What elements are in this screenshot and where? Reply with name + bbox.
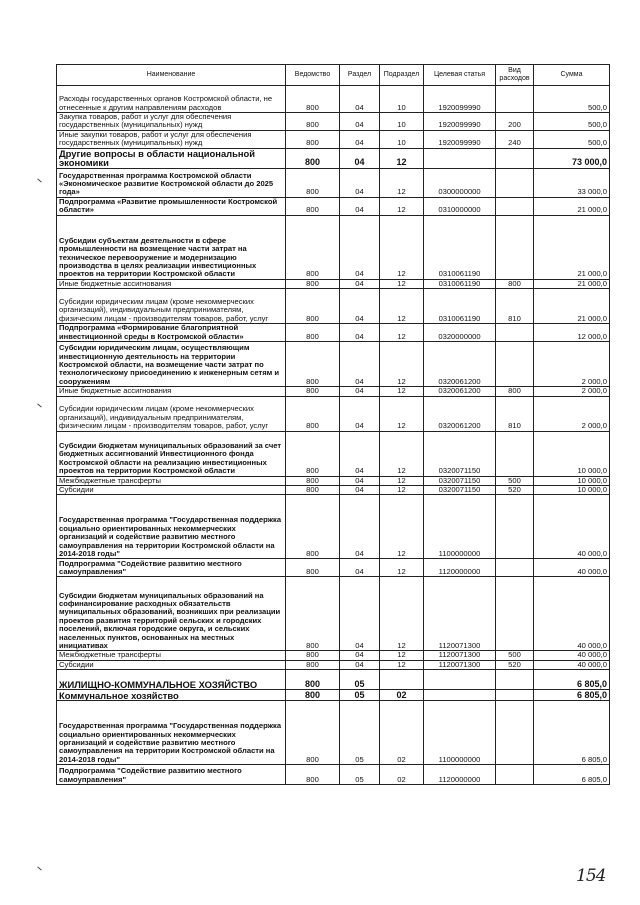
- header-department: Ведомство: [286, 65, 340, 86]
- cell-expense-type: [496, 559, 534, 577]
- cell-subsection: 12: [380, 495, 424, 559]
- cell-section: 04: [340, 660, 380, 669]
- cell-section: 04: [340, 342, 380, 387]
- cell-sum: 73 000,0: [534, 148, 610, 168]
- cell-target-article: 0310061190: [424, 215, 496, 279]
- cell-department: 800: [286, 387, 340, 396]
- cell-department: 800: [286, 342, 340, 387]
- cell-target-article: [424, 670, 496, 690]
- cell-department: 800: [286, 197, 340, 215]
- cell-name: Коммунальное хозяйство: [57, 690, 286, 701]
- cell-target-article: 0300000000: [424, 168, 496, 197]
- cell-subsection: 10: [380, 130, 424, 148]
- cell-sum: 21 000,0: [534, 197, 610, 215]
- cell-expense-type: 500: [496, 651, 534, 660]
- table-header-row: [57, 65, 610, 86]
- table-row: [57, 324, 610, 342]
- table-row: [57, 660, 610, 669]
- cell-department: 800: [286, 289, 340, 324]
- table-row: [57, 86, 610, 113]
- budget-table: [56, 64, 610, 785]
- table-row: [57, 197, 610, 215]
- cell-section: 04: [340, 86, 380, 113]
- cell-sum: 40 000,0: [534, 495, 610, 559]
- cell-department: 800: [286, 577, 340, 651]
- cell-sum: 33 000,0: [534, 168, 610, 197]
- cell-subsection: 10: [380, 113, 424, 131]
- cell-department: 800: [286, 690, 340, 701]
- cell-sum: 500,0: [534, 113, 610, 131]
- cell-department: 800: [286, 559, 340, 577]
- cell-target-article: 0310000000: [424, 197, 496, 215]
- cell-sum: 6 805,0: [534, 690, 610, 701]
- cell-section: 05: [340, 701, 380, 765]
- cell-target-article: 0310061190: [424, 279, 496, 288]
- cell-expense-type: [496, 168, 534, 197]
- margin-mark: [37, 867, 41, 871]
- cell-department: 800: [286, 431, 340, 476]
- cell-expense-type: [496, 670, 534, 690]
- cell-target-article: 1920099990: [424, 130, 496, 148]
- cell-section: 04: [340, 476, 380, 485]
- cell-sum: 21 000,0: [534, 279, 610, 288]
- cell-name: Субсидии бюджетам муниципальных образований на софинансирование расходных обязательств муниципальных образований, возникших при реализации проектов развития территорий сельских и городских поселений, включая городские округа, и сельских населенных пунктов, основанных на местных инициативах: [57, 577, 286, 651]
- cell-subsection: 12: [380, 168, 424, 197]
- cell-subsection: 10: [380, 86, 424, 113]
- cell-expense-type: 500: [496, 476, 534, 485]
- margin-mark: [37, 404, 41, 408]
- cell-target-article: 0310061190: [424, 289, 496, 324]
- cell-department: 800: [286, 396, 340, 431]
- cell-name: Подпрограмма "Содействие развитию местного самоуправления": [57, 765, 286, 785]
- table-row: [57, 431, 610, 476]
- cell-sum: 21 000,0: [534, 289, 610, 324]
- cell-expense-type: [496, 431, 534, 476]
- table-row: [57, 765, 610, 785]
- cell-expense-type: 800: [496, 387, 534, 396]
- cell-sum: 10 000,0: [534, 431, 610, 476]
- cell-target-article: 1120000000: [424, 559, 496, 577]
- cell-department: 800: [286, 765, 340, 785]
- cell-target-article: 1120071300: [424, 660, 496, 669]
- cell-name: Государственная программа "Государственная поддержка социально ориентированных некоммерческих организаций и содействие развитию местного самоуправления на территории Костромской области на 2014-2018 годы": [57, 701, 286, 765]
- cell-sum: 2 000,0: [534, 342, 610, 387]
- table-row: [57, 559, 610, 577]
- cell-department: 800: [286, 495, 340, 559]
- cell-section: 04: [340, 324, 380, 342]
- cell-sum: 2 000,0: [534, 387, 610, 396]
- cell-name: Иные бюджетные ассигнования: [57, 387, 286, 396]
- table-row: [57, 701, 610, 765]
- cell-subsection: 12: [380, 324, 424, 342]
- cell-target-article: 0320061200: [424, 342, 496, 387]
- cell-target-article: 1120000000: [424, 765, 496, 785]
- cell-department: 800: [286, 86, 340, 113]
- cell-section: 04: [340, 559, 380, 577]
- cell-sum: 6 805,0: [534, 670, 610, 690]
- cell-department: 800: [286, 651, 340, 660]
- table-row: [57, 486, 610, 495]
- cell-subsection: 12: [380, 215, 424, 279]
- cell-section: 05: [340, 690, 380, 701]
- table-row: [57, 651, 610, 660]
- cell-target-article: 1120071300: [424, 577, 496, 651]
- cell-subsection: 12: [380, 148, 424, 168]
- cell-expense-type: 800: [496, 279, 534, 288]
- table-row: [57, 670, 610, 690]
- cell-target-article: 0320061200: [424, 387, 496, 396]
- cell-section: 04: [340, 168, 380, 197]
- cell-subsection: 12: [380, 279, 424, 288]
- table-row: [57, 342, 610, 387]
- cell-sum: 6 805,0: [534, 765, 610, 785]
- cell-name: Государственная программа "Государственная поддержка социально ориентированных некоммерческих организаций и содействие развитию местного самоуправления на территории Костромской области на 2014-2018 годы": [57, 495, 286, 559]
- cell-sum: 40 000,0: [534, 660, 610, 669]
- cell-expense-type: [496, 197, 534, 215]
- cell-sum: 21 000,0: [534, 215, 610, 279]
- cell-subsection: 12: [380, 342, 424, 387]
- cell-section: 05: [340, 765, 380, 785]
- cell-subsection: 12: [380, 476, 424, 485]
- cell-target-article: 1100000000: [424, 701, 496, 765]
- header-name: Наименование: [57, 65, 286, 86]
- cell-name: Подпрограмма "Содействие развитию местного самоуправления": [57, 559, 286, 577]
- cell-subsection: [380, 670, 424, 690]
- header-expense-type: Вид расходов: [496, 65, 534, 86]
- cell-expense-type: 520: [496, 660, 534, 669]
- cell-subsection: 12: [380, 577, 424, 651]
- cell-name: Субсидии юридическим лицам (кроме некоммерческих организаций), индивидуальным предпринимателям, физическим лицам - производителям товаров, работ, услуг: [57, 396, 286, 431]
- cell-target-article: 0320071150: [424, 431, 496, 476]
- cell-name: Субсидии юридическим лицам (кроме некоммерческих организаций), индивидуальным предпринимателям, физическим лицам - производителям товаров, работ, услуг: [57, 289, 286, 324]
- cell-subsection: 12: [380, 431, 424, 476]
- cell-name: Закупка товаров, работ и услуг для обеспечения государственных (муниципальных) нужд: [57, 113, 286, 131]
- cell-subsection: 12: [380, 289, 424, 324]
- table-row: [57, 113, 610, 131]
- cell-name: Субсидии бюджетам муниципальных образований за счет бюджетных ассигнований Инвестиционного фонда Костромской области на реализацию инвестиционных проектов на территории Костромской области: [57, 431, 286, 476]
- cell-name: Иные закупки товаров, работ и услуг для обеспечения государственных (муниципальных) нужд: [57, 130, 286, 148]
- cell-expense-type: [496, 495, 534, 559]
- table-row: [57, 476, 610, 485]
- cell-subsection: 02: [380, 701, 424, 765]
- cell-target-article: 0320061200: [424, 396, 496, 431]
- table-row: [57, 495, 610, 559]
- table-row: [57, 168, 610, 197]
- cell-sum: 12 000,0: [534, 324, 610, 342]
- cell-expense-type: 240: [496, 130, 534, 148]
- cell-expense-type: 810: [496, 396, 534, 431]
- cell-sum: 10 000,0: [534, 476, 610, 485]
- page-number: 154: [576, 866, 606, 886]
- cell-section: 04: [340, 215, 380, 279]
- cell-expense-type: [496, 148, 534, 168]
- cell-name: Подпрограмма «Развитие промышленности Костромской области»: [57, 197, 286, 215]
- cell-expense-type: [496, 577, 534, 651]
- cell-section: 04: [340, 396, 380, 431]
- cell-section: 04: [340, 130, 380, 148]
- cell-name: Субсидии юридическим лицам, осуществляющим инвестиционную деятельность на территории Костромской области, на возмещение части затрат по технологическому присоединению к инженерным сетям и сооружениям: [57, 342, 286, 387]
- cell-target-article: 0320000000: [424, 324, 496, 342]
- cell-target-article: 1920099990: [424, 86, 496, 113]
- cell-expense-type: [496, 690, 534, 701]
- cell-department: 800: [286, 670, 340, 690]
- cell-expense-type: [496, 765, 534, 785]
- cell-subsection: 12: [380, 396, 424, 431]
- cell-section: 04: [340, 113, 380, 131]
- table-row: [57, 215, 610, 279]
- cell-target-article: 0320071150: [424, 476, 496, 485]
- margin-mark: [37, 179, 41, 183]
- cell-expense-type: [496, 701, 534, 765]
- cell-sum: 40 000,0: [534, 559, 610, 577]
- cell-department: 800: [286, 148, 340, 168]
- table-body: [57, 86, 610, 785]
- cell-subsection: 12: [380, 651, 424, 660]
- cell-subsection: 02: [380, 765, 424, 785]
- cell-subsection: 12: [380, 660, 424, 669]
- cell-subsection: 02: [380, 690, 424, 701]
- cell-department: 800: [286, 168, 340, 197]
- cell-section: 04: [340, 577, 380, 651]
- cell-section: 04: [340, 197, 380, 215]
- cell-name: Межбюджетные трансферты: [57, 476, 286, 485]
- cell-name: Субсидии: [57, 660, 286, 669]
- cell-sum: 40 000,0: [534, 577, 610, 651]
- table-row: [57, 130, 610, 148]
- cell-section: 04: [340, 148, 380, 168]
- cell-sum: 2 000,0: [534, 396, 610, 431]
- cell-section: 04: [340, 387, 380, 396]
- cell-target-article: [424, 148, 496, 168]
- cell-section: 04: [340, 289, 380, 324]
- cell-section: 04: [340, 495, 380, 559]
- cell-target-article: 1120071300: [424, 651, 496, 660]
- cell-name: Межбюджетные трансферты: [57, 651, 286, 660]
- header-sum: Сумма: [534, 65, 610, 86]
- cell-department: 800: [286, 113, 340, 131]
- header-target-article: Целевая статья: [424, 65, 496, 86]
- cell-expense-type: 520: [496, 486, 534, 495]
- table-row: [57, 148, 610, 168]
- cell-department: 800: [286, 215, 340, 279]
- table-row: [57, 279, 610, 288]
- cell-subsection: 12: [380, 486, 424, 495]
- cell-name: Субсидии: [57, 486, 286, 495]
- cell-expense-type: [496, 324, 534, 342]
- cell-sum: 6 805,0: [534, 701, 610, 765]
- cell-name: Иные бюджетные ассигнования: [57, 279, 286, 288]
- table-row: [57, 289, 610, 324]
- cell-sum: 10 000,0: [534, 486, 610, 495]
- cell-sum: 500,0: [534, 86, 610, 113]
- cell-target-article: [424, 690, 496, 701]
- cell-department: 800: [286, 701, 340, 765]
- table-row: [57, 577, 610, 651]
- cell-expense-type: [496, 86, 534, 113]
- cell-name: Субсидии субъектам деятельности в сфере промышленности на возмещение части затрат на техническое перевооружение и модернизацию производства в целях реализации инвестиционных проектов на территории Костромской области: [57, 215, 286, 279]
- table-row: [57, 690, 610, 701]
- cell-name: Другие вопросы в области национальной экономики: [57, 148, 286, 168]
- header-section: Раздел: [340, 65, 380, 86]
- cell-subsection: 12: [380, 197, 424, 215]
- cell-name: Подпрограмма «Формирование благоприятной инвестиционной среды в Костромской области»: [57, 324, 286, 342]
- cell-name: ЖИЛИЩНО-КОММУНАЛЬНОЕ ХОЗЯЙСТВО: [57, 670, 286, 690]
- cell-target-article: 0320071150: [424, 486, 496, 495]
- header-subsection: Подраздел: [380, 65, 424, 86]
- cell-expense-type: 200: [496, 113, 534, 131]
- cell-subsection: 12: [380, 387, 424, 396]
- cell-department: 800: [286, 324, 340, 342]
- cell-department: 800: [286, 130, 340, 148]
- cell-sum: 40 000,0: [534, 651, 610, 660]
- cell-department: 800: [286, 486, 340, 495]
- table-row: [57, 387, 610, 396]
- cell-department: 800: [286, 476, 340, 485]
- cell-section: 04: [340, 651, 380, 660]
- table-row: [57, 396, 610, 431]
- cell-section: 04: [340, 486, 380, 495]
- cell-target-article: 1100000000: [424, 495, 496, 559]
- cell-section: 04: [340, 279, 380, 288]
- cell-expense-type: [496, 342, 534, 387]
- cell-department: 800: [286, 660, 340, 669]
- cell-section: 05: [340, 670, 380, 690]
- cell-section: 04: [340, 431, 380, 476]
- cell-name: Государственная программа Костромской области «Экономическое развитие Костромской области до 2025 года»: [57, 168, 286, 197]
- cell-sum: 500,0: [534, 130, 610, 148]
- cell-name: Расходы государственных органов Костромской области, не отнесенные к другим направлениям расходов: [57, 86, 286, 113]
- cell-department: 800: [286, 279, 340, 288]
- cell-expense-type: [496, 215, 534, 279]
- cell-subsection: 12: [380, 559, 424, 577]
- cell-target-article: 1920099990: [424, 113, 496, 131]
- cell-expense-type: 810: [496, 289, 534, 324]
